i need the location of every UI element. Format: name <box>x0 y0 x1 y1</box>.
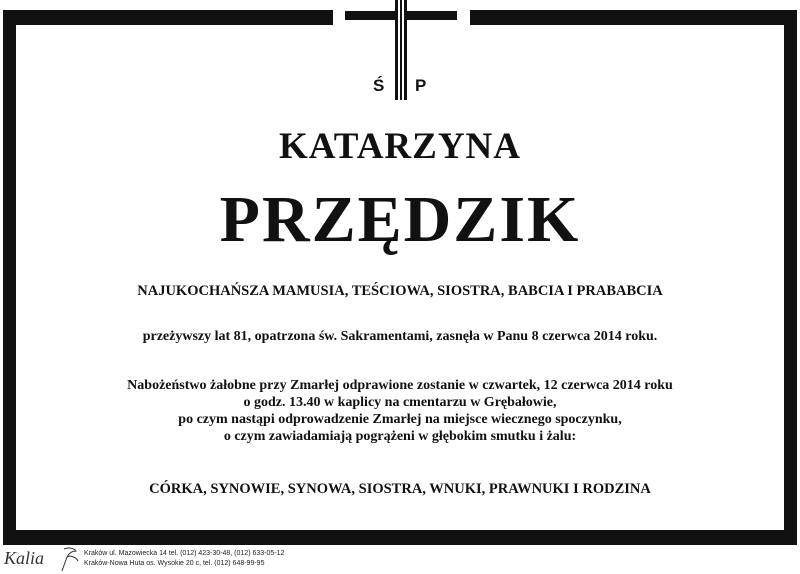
family-roles: NAJUKOCHAŃSZA MAMUSIA, TEŚCIOWA, SIOSTRA, BABCIA I PRABABCIA <box>137 283 663 299</box>
funeral-line-1: Nabożeństwo żałobne przy Zmarłej odprawione zostanie w czwartek, 12 czerwca 2014 roku <box>127 378 673 393</box>
last-name: PRZĘDZIK <box>219 183 581 256</box>
cross-inner-line <box>400 0 402 100</box>
sp-letter-s: Ś <box>373 76 385 95</box>
funeral-line-3: po czym nastąpi odprowadzenie Zmarłej na miejsce wiecznego spoczynku, <box>178 412 622 427</box>
funeral-line-2: o godz. 13.40 w kaplicy na cmentarzu w Grębałowie, <box>243 395 557 410</box>
first-name: KATARZYNA <box>279 126 521 167</box>
mourners-list: CÓRKA, SYNOWIE, SYNOWA, SIOSTRA, WNUKI, PRAWNUKI I RODZINA <box>149 481 651 497</box>
address-line-1: Kraków ul. Mazowiecka 14 tel. (012) 423-30-48, (012) 633-05-12 <box>84 550 285 557</box>
life-info: przeżywszy lat 81, opatrzona św. Sakramentami, zasnęła w Panu 8 czerwca 2014 roku. <box>142 329 658 344</box>
logo: Kalia <box>4 548 45 568</box>
address-line-2: Kraków-Nowa Huta os. Wysokie 20 c, tel. (012) 648-99-95 <box>84 560 265 567</box>
sp-letter-p: P <box>415 76 427 95</box>
funeral-line-4: o czym zawiadamiają pogrążeni w głębokim smutku i żalu: <box>223 429 577 444</box>
